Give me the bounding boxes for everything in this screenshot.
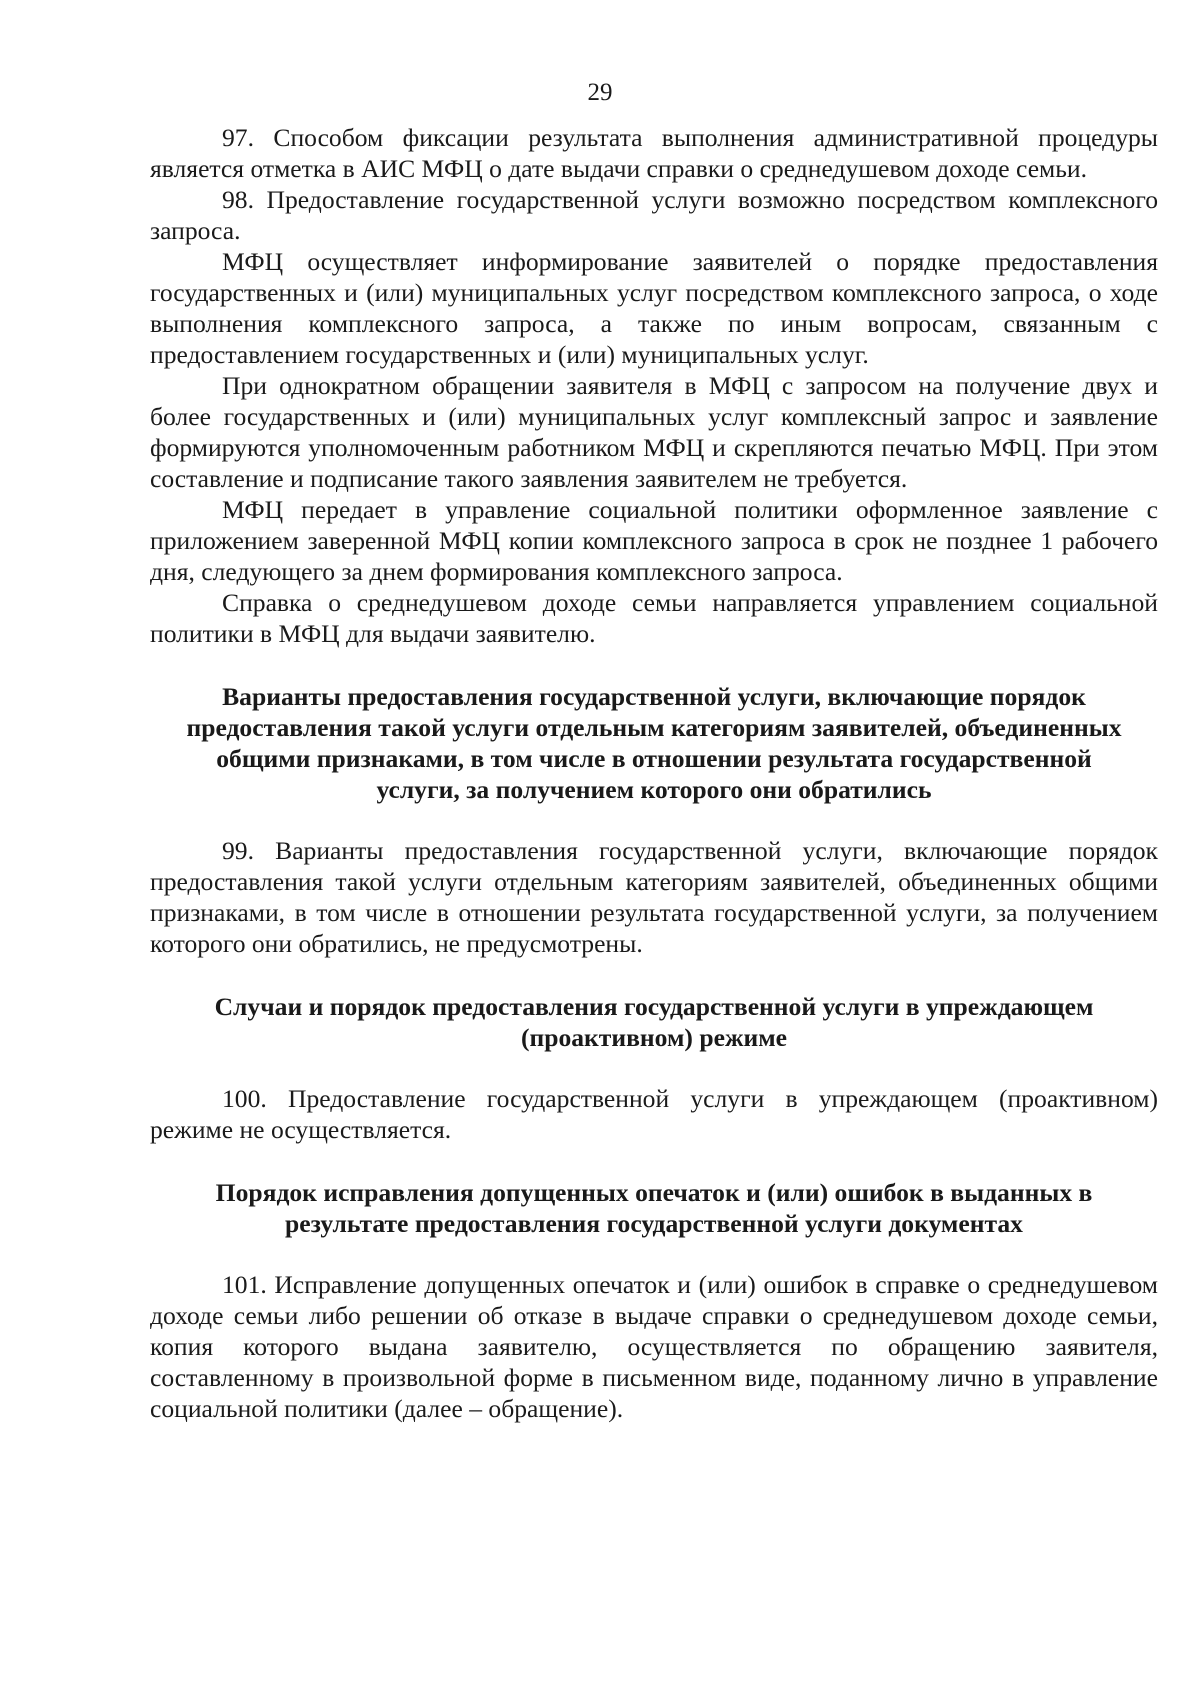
- section-heading-proactive: Случаи и порядок предоставления государственной услуги в упреждающем (проактивном) режиме: [214, 992, 1094, 1052]
- section-heading-variants: Варианты предоставления государственной услуги, включающие порядок предоставления такой услуги отдельным категориям заявителей, объединенных общими признаками, в том числе в отношении результата государственной услуги, за получением которого они обратились: [186, 682, 1122, 804]
- paragraph-97: 97. Способом фиксации результата выполнения административной процедуры является отметка в АИС МФЦ о дате выдачи справки о среднедушевом доходе семьи.: [150, 123, 1158, 183]
- paragraph-certificate-delivery: Справка о среднедушевом доходе семьи направляется управлением социальной политики в МФЦ для выдачи заявителю.: [150, 588, 1158, 648]
- paragraph-mfc-transfer: МФЦ передает в управление социальной политики оформленное заявление с приложением заверенной МФЦ копии комплексного запроса в срок не позднее 1 рабочего дня, следующего за днем формирования комплексного запроса.: [150, 495, 1158, 586]
- section-heading-errors: Порядок исправления допущенных опечаток и (или) ошибок в выданных в результате предоставления государственной услуги документах: [215, 1178, 1093, 1238]
- paragraph-101: 101. Исправление допущенных опечаток и (или) ошибок в справке о среднедушевом доходе семьи либо решении об отказе в выдаче справки о среднедушевом доходе семьи, копия которого выдана заявителю, осуществляется по обращению заявителя, составленному в произвольной форме в письменном виде, поданному лично в управление социальной политики (далее – обращение).: [150, 1270, 1158, 1423]
- document-body: [150, 122, 1158, 1424]
- page-number: 29: [587, 79, 613, 106]
- paragraph-mfc-informing: МФЦ осуществляет информирование заявителей о порядке предоставления государственных и (или) муниципальных услуг посредством комплексного запроса, о ходе выполнения комплексного запроса, а также по иным вопросам, связанным с предоставлением государственных и (или) муниципальных услуг.: [150, 247, 1158, 369]
- paragraph-99: 99. Варианты предоставления государственной услуги, включающие порядок предоставления такой услуги отдельным категориям заявителей, объединенных общими признаками, в том числе в отношении результата государственной услуги, за получением которого они обратились, не предусмотрены.: [150, 836, 1158, 958]
- paragraph-98: 98. Предоставление государственной услуги возможно посредством комплексного запроса.: [150, 185, 1158, 245]
- paragraph-single-request: При однократном обращении заявителя в МФЦ с запросом на получение двух и более государственных и (или) муниципальных услуг комплексный запрос и заявление формируются уполномоченным работником МФЦ и скрепляются печатью МФЦ. При этом составление и подписание такого заявления заявителем не требуется.: [150, 371, 1158, 493]
- paragraph-100: 100. Предоставление государственной услуги в упреждающем (проактивном) режиме не осуществляется.: [150, 1084, 1158, 1144]
